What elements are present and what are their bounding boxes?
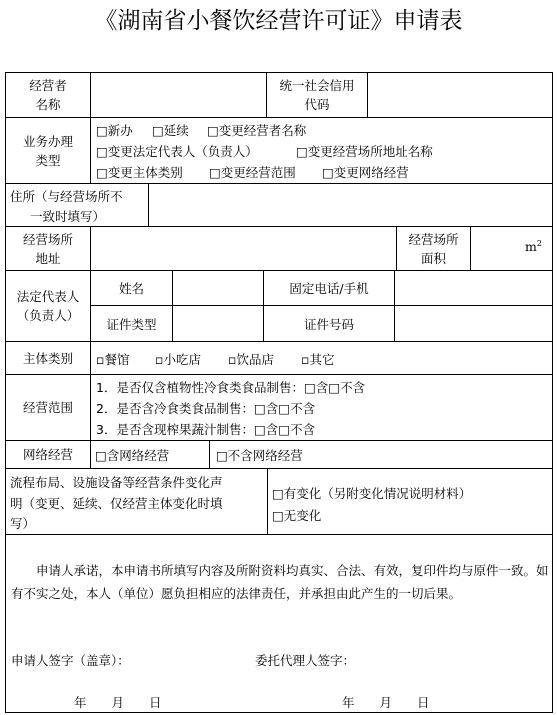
- phone-label: 固定电话/手机: [264, 271, 395, 305]
- row-entity-type: [6, 342, 552, 375]
- row-residence: [6, 184, 552, 227]
- application-form: [5, 72, 553, 713]
- entity-type-options: [91, 342, 552, 374]
- option-changed[interactable]: □有变化（另附变化情况说明材料）: [272, 486, 472, 501]
- applicant-date: 年 月 日: [74, 695, 162, 710]
- area-label-line2: 面积: [420, 250, 446, 266]
- option-online-yes[interactable]: □含网络经营: [95, 448, 170, 463]
- legal-rep-label-line1: 法定代表人: [16, 289, 80, 304]
- legal-rep-label: [6, 271, 91, 341]
- process-change-label: [6, 469, 268, 534]
- credit-code-field[interactable]: [368, 73, 552, 117]
- option-restaurant[interactable]: ▫餐馆: [96, 352, 130, 367]
- residence-field[interactable]: [149, 184, 552, 226]
- option-change-scope[interactable]: □变更经营范围: [209, 165, 296, 180]
- operator-name-field[interactable]: [91, 73, 267, 117]
- name-field[interactable]: [173, 271, 264, 305]
- process-change-label-line3: 写）: [10, 516, 36, 531]
- legal-rep-grid: [91, 271, 552, 341]
- option-new[interactable]: □新办: [96, 123, 133, 138]
- option-drink-shop[interactable]: ▫饮品店: [228, 352, 274, 367]
- area-unit-base: m: [525, 239, 537, 255]
- option-change-address[interactable]: □变更经营场所地址名称: [296, 144, 433, 159]
- premises-address-field[interactable]: [91, 227, 397, 270]
- residence-label: [6, 184, 149, 226]
- credit-code-label-line1: 统一社会信用: [279, 78, 355, 93]
- row-business-type: [6, 118, 552, 184]
- option-unchanged[interactable]: □无变化: [272, 508, 322, 523]
- premises-area-label: [397, 227, 471, 270]
- operator-name-label-line2: 名称: [35, 97, 61, 112]
- phone-field[interactable]: [395, 271, 552, 305]
- credit-code-label: [267, 73, 368, 117]
- area-unit-sup: 2: [536, 239, 542, 248]
- row-online: [6, 441, 552, 469]
- entity-type-label: 主体类别: [6, 342, 91, 374]
- name-label: 姓名: [91, 271, 173, 305]
- scope-item-fresh-juice[interactable]: 3．是否含现榨果蔬汁制售：□含□不含: [96, 422, 316, 437]
- id-type-label: 证件类型: [91, 306, 173, 342]
- premises-label-line1: 经营场所: [22, 231, 73, 247]
- row-process-change: [6, 469, 552, 535]
- credit-code-label-line2: 代码: [304, 97, 330, 112]
- residence-label-line1: 住所（与经营场所不: [10, 189, 123, 204]
- process-change-options: [268, 469, 552, 534]
- row-premises: [6, 227, 552, 271]
- id-type-field[interactable]: [173, 306, 264, 342]
- operator-name-label: [6, 73, 91, 117]
- option-renew[interactable]: □延续: [152, 123, 189, 138]
- agent-date: 年 月 日: [342, 695, 430, 710]
- process-change-label-line2: 明（变更、延续、仅经营主体变化时填: [10, 496, 223, 511]
- id-number-label: 证件号码: [264, 306, 395, 342]
- applicant-signature-label: 申请人签字（盖章）：: [11, 653, 130, 668]
- online-label: 网络经营: [6, 441, 91, 468]
- business-type-label-line1: 业务办理: [22, 133, 73, 149]
- option-snack-shop[interactable]: ▫小吃店: [155, 352, 201, 367]
- area-unit: [525, 239, 542, 254]
- business-type-label-line2: 类型: [35, 152, 61, 168]
- premises-label-line2: 地址: [35, 250, 61, 266]
- process-change-label-line1: 流程布局、设施设备等经营条件变化声: [10, 475, 223, 490]
- row-legal-rep: [6, 271, 552, 342]
- declaration-text: 申请人承诺，本申请书所填写内容及所附资料均真实、合法、有效，复印件均与原件一致。如有不实之处，本人（单位）愿负担相应的法律责任，并承担由此产生的一切后果。: [11, 563, 549, 601]
- residence-label-line2: 一致时填写）: [30, 209, 106, 224]
- scope-label: 经营范围: [6, 375, 91, 440]
- online-yes-cell: [91, 441, 210, 468]
- legal-rep-label-line2: （负责人）: [16, 308, 80, 323]
- row-declaration: [6, 535, 552, 712]
- premises-area-field[interactable]: [471, 227, 552, 270]
- scope-items: [91, 375, 552, 440]
- row-scope: [6, 375, 552, 441]
- row-operator: [6, 73, 552, 118]
- option-change-name[interactable]: □变更经营者名称: [207, 123, 307, 138]
- option-online-no[interactable]: □不含网络经营: [216, 448, 303, 463]
- option-change-legal-rep[interactable]: □变更法定代表人（负责人）: [96, 144, 258, 159]
- form-title: 《湖南省小餐饮经营许可证》申请表: [94, 8, 463, 34]
- scope-item-cold-food[interactable]: 2．是否含冷食类食品制售：□含□不含: [96, 401, 316, 416]
- premises-label: [6, 227, 91, 270]
- agent-signature-label: 委托代理人签字：: [255, 653, 356, 668]
- online-no-cell: [210, 441, 552, 468]
- option-change-online[interactable]: □变更网络经营: [322, 165, 409, 180]
- business-type-label: [6, 118, 91, 183]
- business-type-options: [91, 118, 552, 183]
- id-number-field[interactable]: [395, 306, 552, 342]
- operator-name-label-line1: 经营者: [29, 78, 67, 93]
- option-other[interactable]: ▫其它: [301, 352, 335, 367]
- area-label-line1: 经营场所: [408, 231, 459, 247]
- option-change-entity[interactable]: □变更主体类别: [96, 165, 183, 180]
- scope-item-plant-cold-food[interactable]: 1．是否仅含植物性冷食类食品制售：□含□不含: [96, 380, 366, 395]
